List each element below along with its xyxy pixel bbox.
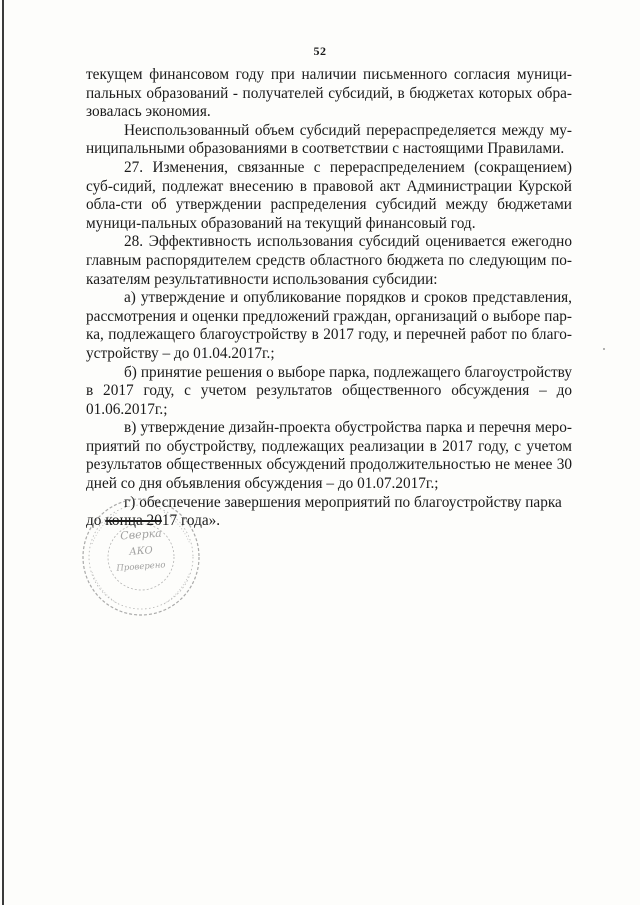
- paragraph-continuation: текущем финансовом году при наличии письменного согласия муници-пальных образований - получателей субсидий, в бюджетах которых обра-зовалась экономия.: [86, 66, 572, 121]
- paragraph-unused-subsidies: Неиспользованный объем субсидий перераспределяется между му-ниципальными образованиями в соответствии с настоящими Правилами.: [86, 121, 572, 158]
- last-line-before: до: [86, 512, 106, 530]
- page-number: 52: [313, 44, 327, 58]
- scan-speck: [603, 348, 605, 350]
- paragraph-27: 27. Изменения, связанные с перераспределением (сокращением) суб-сидий, подлежат внесению в правовой акт Администрации Курской обла-сти об утверждении распределения субсидий между бюджетами муници-пальных образований на текущий финансовый год.: [86, 158, 572, 232]
- paragraph-28-v: в) утверждение дизайн-проекта обустройства парка и перечня меро-приятий по обустройству, подлежащих реализации в 2017 году, с учетом результатов общественных обсуждений продолжительностью не менее 30 дней со дня объявления обсуждения – до 01.07.2017г.;: [86, 419, 572, 493]
- paragraph-28-a: а) утверждение и опубликование порядков и сроков представления, рассмотрения и оценки предложений граждан, организаций о выборе пар-ка, подлежащего благоустройству в 2017 году, и перечней работ по благо-устройству – до 01.04.2017г.;: [86, 289, 572, 362]
- paragraph-28-g: г) обеспечение завершения мероприятий по благоустройству парка: [124, 493, 562, 511]
- stamp-line-1: Сверка: [119, 526, 163, 543]
- last-line-after: 17 года».: [161, 512, 221, 530]
- last-line-struck: конца 20: [105, 512, 162, 530]
- verification-stamp: [78, 494, 204, 620]
- paragraph-28: 28. Эффективность использования субсидий оценивается ежегодно главным распорядителем средств областного бюджета по следующим по-казателям результативности использования субсидии:: [86, 233, 572, 288]
- stamp-line-3: Проверено: [116, 560, 166, 574]
- document-body: [86, 66, 572, 531]
- paragraph-28-b: б) принятие решения о выборе парка, подлежащего благоустройству в 2017 году, с учетом результатов общественного обсуждения – до 01.06.2017г.;: [86, 363, 572, 418]
- stamp-line-2: АКО: [128, 545, 154, 558]
